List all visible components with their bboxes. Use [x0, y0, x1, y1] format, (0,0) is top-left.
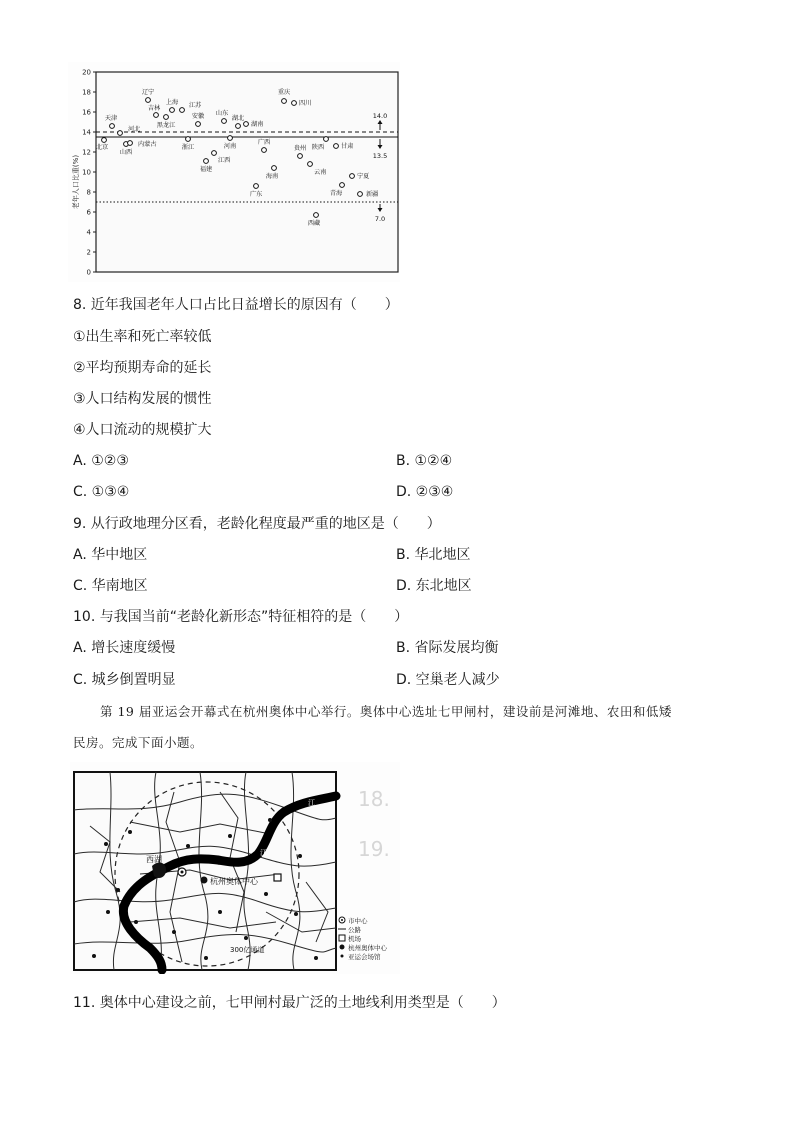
bleed-text-18: 18. [358, 787, 390, 811]
point-label-19: 广西 [257, 139, 271, 146]
legend-airport-icon [339, 935, 345, 941]
legend-city-center: 市中心 [348, 917, 368, 925]
point-label-18: 广东 [249, 191, 263, 198]
point-label-26: 陕西 [311, 144, 325, 151]
legend-venue: 亚运会场馆 [348, 953, 381, 961]
point-label-7: 黑龙江 [156, 122, 176, 129]
west-lake-label: 西湖 [146, 855, 162, 864]
y-tick-label-7: 14 [82, 128, 91, 137]
point-27 [334, 144, 339, 149]
y-tick-label-10: 20 [82, 68, 91, 77]
olympic-center-label: 杭州奥体中心 [210, 877, 258, 886]
q10-stem: 10. 与我国当前“老龄化新形态”特征相符的是（ ） [73, 609, 409, 625]
legend-airport: 机场 [348, 935, 361, 943]
q8-item-1: ①出生率和死亡率较低 [73, 329, 212, 345]
ref-label-1: 13.5 [372, 152, 388, 160]
point-22 [292, 101, 297, 106]
y-tick-label-8: 16 [82, 108, 91, 117]
point-11 [196, 122, 201, 127]
point-28 [340, 183, 345, 188]
point-12 [204, 159, 209, 164]
ring-label: 300亿通道 [230, 946, 265, 954]
point-label-6: 内蒙古 [138, 141, 157, 148]
point-30 [358, 192, 363, 197]
point-label-8: 上海 [165, 99, 179, 106]
legend-road: 公路 [348, 926, 361, 934]
map-svg [70, 762, 400, 974]
point-18 [254, 184, 259, 189]
point-label-13: 江西 [218, 157, 231, 164]
river-label-1: 江 [308, 799, 315, 807]
point-26 [324, 137, 329, 142]
y-tick-label-5: 10 [82, 168, 91, 177]
y-tick-label-9: 18 [82, 88, 91, 97]
point-label-16: 湖北 [231, 115, 245, 122]
point-label-24: 云南 [314, 169, 327, 176]
intro-line-2: 民房。完成下面小题。 [73, 735, 204, 750]
point-label-20: 海南 [265, 173, 279, 180]
point-label-4: 辽宁 [141, 89, 155, 96]
point-label-21: 重庆 [277, 89, 291, 96]
q8-item-3: ③人口结构发展的惯性 [73, 391, 212, 407]
q8-item-2: ②平均预期寿命的延长 [73, 360, 212, 376]
point-29 [350, 174, 355, 179]
q8-option-d[interactable]: D. ②③④ [396, 484, 454, 500]
point-17 [244, 122, 249, 127]
point-label-3: 山西 [119, 149, 133, 156]
map-legend [338, 916, 388, 961]
ref-label-2: 7.0 [374, 215, 386, 223]
point-label-5: 吉林 [147, 105, 161, 112]
y-axis-label: 老年人口比重(%) [72, 154, 80, 210]
point-label-10: 浙江 [181, 144, 195, 151]
point-label-14: 山东 [215, 110, 229, 117]
point-label-25: 西藏 [307, 220, 321, 227]
legend-venue-icon [341, 955, 344, 958]
point-label-0: 北京 [95, 144, 109, 151]
point-5 [154, 113, 159, 118]
hangzhou-map [70, 762, 400, 974]
chart-frame [96, 72, 398, 272]
point-24 [308, 162, 313, 167]
y-tick-label-1: 2 [86, 248, 91, 257]
point-19 [262, 148, 267, 153]
olympic-center-icon [201, 877, 208, 884]
y-tick-label-6: 12 [82, 148, 91, 157]
point-14 [222, 119, 227, 124]
point-9 [180, 108, 185, 113]
point-20 [272, 166, 277, 171]
y-tick-label-0: 0 [86, 268, 91, 277]
point-label-9: 江苏 [189, 102, 202, 109]
point-2 [118, 131, 123, 136]
q8-option-b[interactable]: B. ①②④ [396, 453, 453, 469]
airport-icon [274, 874, 281, 881]
q9-option-d[interactable]: D. 东北地区 [396, 578, 472, 594]
point-21 [282, 99, 287, 104]
intro-line-1: 第 19 届亚运会开幕式在杭州奥体中心举行。奥体中心选址七甲闸村，建设前是河滩地、农田和低矮 [100, 704, 672, 719]
point-6 [128, 141, 133, 146]
q8-item-4: ④人口流动的规模扩大 [73, 422, 212, 438]
point-7 [164, 115, 169, 120]
q9-option-c[interactable]: C. 华南地区 [73, 578, 148, 594]
point-label-11: 安徽 [191, 113, 205, 120]
aging-scatter-chart [68, 62, 400, 282]
point-label-17: 湖南 [251, 121, 264, 128]
river-label-2: 江 [260, 849, 267, 857]
point-4 [146, 98, 151, 103]
q8-option-a[interactable]: A. ①②③ [73, 453, 129, 469]
point-0 [102, 138, 107, 143]
bleed-text-19: 19. [358, 837, 390, 861]
q9-option-a[interactable]: A. 华中地区 [73, 547, 148, 563]
q10-option-c[interactable]: C. 城乡倒置明显 [73, 672, 176, 688]
point-16 [236, 124, 241, 129]
point-label-1: 天津 [104, 115, 118, 122]
chart-svg [68, 62, 400, 282]
q8-stem: 8. 近年我国老年人口占比日益增长的原因有（ ） [73, 297, 399, 313]
point-label-22: 四川 [299, 100, 312, 107]
point-label-23: 贵州 [293, 145, 307, 152]
q9-stem: 9. 从行政地理分区看，老龄化程度最严重的地区是（ ） [73, 516, 441, 532]
point-1 [110, 124, 115, 129]
point-8 [170, 108, 175, 113]
q9-option-b[interactable]: B. 华北地区 [396, 547, 471, 563]
point-label-12: 福建 [199, 166, 213, 173]
point-label-2: 河北 [128, 126, 141, 133]
point-label-15: 河南 [223, 143, 237, 150]
point-25 [314, 213, 319, 218]
q10-option-a[interactable]: A. 增长速度缓慢 [73, 640, 176, 656]
q10-option-b[interactable]: B. 省际发展均衡 [396, 640, 499, 656]
y-tick-label-2: 4 [86, 228, 91, 237]
point-label-30: 新疆 [366, 191, 379, 198]
point-10 [186, 137, 191, 142]
y-tick-label-3: 6 [86, 208, 91, 217]
point-label-29: 宁夏 [357, 173, 370, 180]
west-lake-shape [152, 863, 166, 878]
q11-stem: 11. 奥体中心建设之前，七甲闸村最广泛的土地线利用类型是（ ） [73, 995, 506, 1011]
y-tick-label-4: 8 [86, 188, 91, 197]
point-13 [212, 151, 217, 156]
point-label-28: 青海 [329, 190, 343, 197]
q8-option-c[interactable]: C. ①③④ [73, 484, 130, 500]
ref-label-0: 14.0 [372, 112, 388, 120]
point-23 [298, 154, 303, 159]
point-label-27: 甘肃 [341, 143, 354, 150]
q10-option-d[interactable]: D. 空巢老人减少 [396, 672, 500, 688]
legend-olympic-icon [340, 945, 345, 950]
legend-olympic: 杭州奥体中心 [348, 944, 387, 952]
point-15 [228, 136, 233, 141]
